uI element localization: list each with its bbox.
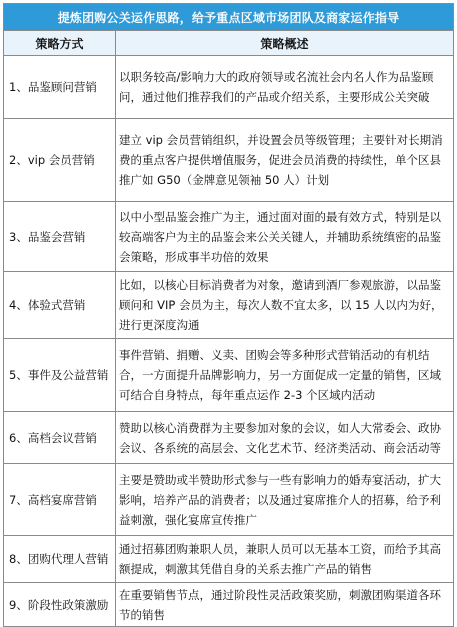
strategy-desc: 通过招募团购兼职人员，兼职人员可以无基本工资，而给予其高额提成，刺激其凭借自身的关系去推广产品的销售: [116, 536, 454, 583]
header-row: [4, 31, 454, 56]
strategy-desc: 在重要销售节点，通过阶段性灵活政策奖励，刺激团购渠道各环节的销售: [116, 583, 454, 627]
strategy-name: 7、高档宴席营销: [4, 464, 116, 536]
strategy-name: 6、高档会议营销: [4, 412, 116, 464]
strategy-name: 3、品鉴会营销: [4, 202, 116, 272]
strategy-desc: 以职务较高/影响力大的政府领导或名流社会内名人作为品鉴顾问，通过他们推荐我们的产品或介绍关系，主要形成公关突破: [116, 56, 454, 119]
strategy-table: [3, 3, 454, 627]
strategy-desc: 主要是赞助或半赞助形式参与一些有影响力的婚寿宴活动，扩大影响，培养产品的消费者；以及通过宴席推介人的招募，给予利益刺激，强化宴席宣传推广: [116, 464, 454, 536]
strategy-table-container: [3, 3, 454, 627]
table-row: [4, 56, 454, 119]
strategy-name: 1、品鉴顾问营销: [4, 56, 116, 119]
table-row: [4, 464, 454, 536]
table-row: [4, 412, 454, 464]
strategy-name: 8、团购代理人营销: [4, 536, 116, 583]
strategy-desc: 比如，以核心目标消费者为对象，邀请到酒厂参观旅游，以品鉴顾问和 VIP 会员为主，每次人数不宜太多，以 15 人以内为好，进行更深度沟通: [116, 272, 454, 339]
table-row: [4, 202, 454, 272]
table-row: [4, 272, 454, 339]
header-strategy: 策略方式: [4, 31, 116, 56]
table-row: [4, 119, 454, 202]
strategy-name: 2、vip 会员营销: [4, 119, 116, 202]
strategy-name: 5、事件及公益营销: [4, 339, 116, 412]
strategy-desc: 建立 vip 会员营销组织，并设置会员等级管理；主要针对长期消费的重点客户提供增值服务，促进会员消费的持续性，单个区县推广如 G50（金牌意见领袖 50 人）计划: [116, 119, 454, 202]
strategy-desc: 以中小型品鉴会推广为主，通过面对面的最有效方式，特别是以较高端客户为主的品鉴会来公关关键人，并辅助系统缜密的品鉴会策略，形成事半功倍的效果: [116, 202, 454, 272]
strategy-name: 4、体验式营销: [4, 272, 116, 339]
strategy-name: 9、阶段性政策激励: [4, 583, 116, 627]
table-row: [4, 339, 454, 412]
table-row: [4, 583, 454, 627]
strategy-desc: 赞助以核心消费群为主要参加对象的会议，如人大常委会、政协会议、各系统的高层会、文化艺术节、经济类活动、商会活动等: [116, 412, 454, 464]
header-summary: 策略概述: [116, 31, 454, 56]
table-row: [4, 536, 454, 583]
title-row: [4, 4, 454, 31]
table-title: 提炼团购公关运作思路，给予重点区域市场团队及商家运作指导: [4, 4, 454, 31]
strategy-desc: 事件营销、捐赠、义卖、团购会等多种形式营销活动的有机结合，一方面提升品牌影响力，另一方面促成一定量的销售，区域可结合自身特点，每年重点运作 2-3 个区域内活动: [116, 339, 454, 412]
